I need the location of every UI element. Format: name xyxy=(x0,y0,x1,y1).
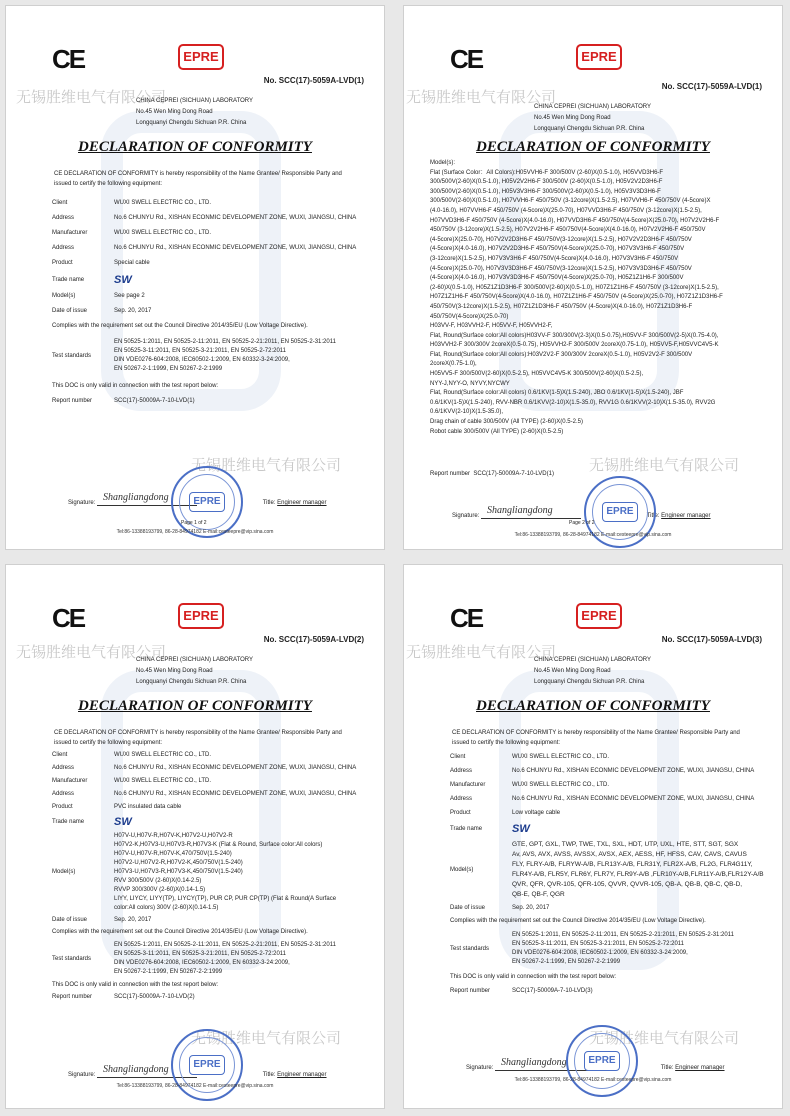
label-models: Model(s) xyxy=(450,866,474,873)
standard-line: EN 50267-2-1:1999, EN 50267-2-2:1999 xyxy=(114,366,223,372)
complies-text: Complies with the requirement set out the Council Directive 2014/35/EU (Low Voltage Directive). xyxy=(52,929,308,935)
value-product: PVC insulated data cable xyxy=(114,804,182,810)
label-manufacturer: Manufacturer xyxy=(450,782,486,788)
certificate-3 xyxy=(5,564,385,1109)
value-date: Sep. 20, 2017 xyxy=(512,905,550,911)
value-address: No.6 CHUNYU Rd., XISHAN ECONMIC DEVELOPMENT ZONE, WUXI, JIANGSU, CHINA xyxy=(114,245,357,251)
watermark-text: 无锡胜维电气有限公司 xyxy=(589,457,740,474)
watermark-text: 无锡胜维电气有限公司 xyxy=(191,1030,342,1047)
details-table xyxy=(52,199,372,406)
model-line: 450/750V(3-12core)X(1.5-2.5), H07Z1Z1D3H6-F 450/750V (4-5core)X(4.0-16.0), H07Z1Z1D3H6-F xyxy=(430,303,693,310)
title-label: Title: xyxy=(262,500,276,506)
lab-line: CHINA CEPREI (SICHUAN) LABORATORY xyxy=(534,657,652,663)
model-line: H05VV5-F 300/500V(2-60)X(0.5-2.5), H05VVC4V5-K 300/500V(2-60)X(0.5-2.5), xyxy=(430,371,644,378)
epre-logo: EPRE xyxy=(178,603,224,629)
value-client: WUXI SWELL ELECTRIC CO., LTD. xyxy=(114,200,212,206)
label-client: Client xyxy=(52,752,68,758)
ce-mark: CE xyxy=(450,603,483,633)
label-report-number: Report number xyxy=(52,994,93,1000)
title-label: Title: xyxy=(646,513,660,519)
model-line: H07VVD3H6-F 450/750V (4-5core)X(4.0-16.0), H07VVD3H6-F 450/750V(4-5core)X(25.0-70), H07V2V2H6-F xyxy=(430,217,720,224)
page-title: DECLARATION OF CONFORMITY xyxy=(476,698,710,714)
label-report-number: Report number xyxy=(52,398,93,404)
title-value: Engineer manager xyxy=(675,1065,725,1071)
value-report-number: SCC(17)-50009A-7-10-LVD(1) xyxy=(473,471,554,477)
model-line: 0.6/1KVV(2-10)X(1.5-35.0), xyxy=(430,409,504,416)
model-line: H07V-U,H07V-R,H07V-K,470/750V(1.5-240) xyxy=(114,851,232,857)
model-line: Flat, Round(Surface color:All colors):H03V2V2-F 300/300V 2coreX(0.5-1.0), H05V2V2-F 300/500V xyxy=(430,351,693,358)
model-line: Drag chain of cable 300/500V (All TYPE) (2-60)X(0.5-2.5) xyxy=(430,419,583,426)
laboratory-address xyxy=(534,655,651,688)
page-title: DECLARATION OF CONFORMITY xyxy=(78,698,312,714)
standard-line: EN 50525-1:2011, EN 50525-2-11:2011, EN 50525-2-21:2011, EN 50525-2-31:2011 xyxy=(512,932,734,938)
label-address: Address xyxy=(450,768,473,774)
watermark-text: 无锡胜维电气有限公司 xyxy=(589,1030,740,1047)
lab-line: No.45 Wen Ming Dong Road xyxy=(534,668,611,674)
title-value: Engineer manager xyxy=(661,513,711,519)
model-line: H03VVH2-F 300/300V 2coreX(0.5-0.75), H05VVH2-F 300/500V 2coreX(0.75-1.0), H05VV5-F,H05VVC4V5-K xyxy=(430,342,719,349)
complies-text: Complies with the requirement set out the Council Directive 2014/35/EU (Low Voltage Directive). xyxy=(450,918,706,924)
label-address: Address xyxy=(52,765,75,771)
standard-line: EN 50525-3-11:2011, EN 50525-3-21:2011, EN 50525-2-72:2011 xyxy=(114,951,287,957)
model-line: 300/500V(2-60)X(0.5-1.0), H05V3V3H6-F 300/500V(2-60)X(0.5-1.0), H05V3V3D3H6-F xyxy=(430,188,661,195)
model-line: H03VV-F, H03VVH2-F, H05VV-F, H05VVH2-F, xyxy=(430,323,553,330)
label-address: Address xyxy=(52,245,75,251)
label-models: Model(s) xyxy=(52,869,76,875)
label-date: Date of issue xyxy=(52,308,88,314)
handwritten-signature: Shangliangdong xyxy=(501,1057,567,1068)
watermark-text: 无锡胜维电气有限公司 xyxy=(406,644,557,661)
standard-line: DIN VDE0276-604:2008, IEC60502-1:2009, EN 60332-3-24:2009, xyxy=(114,357,290,363)
standard-line: DIN VDE0276-604:2008, IEC60502-1:2009, EN 60332-3-24:2009, xyxy=(114,960,290,966)
official-stamp xyxy=(171,466,243,538)
page-title: DECLARATION OF CONFORMITY xyxy=(476,139,710,155)
title-label: Title: xyxy=(262,1072,276,1078)
value-test-standards xyxy=(114,338,372,374)
model-line: Robot cable 300/500V (All TYPE) (2-60)X(0.5-2.5) xyxy=(430,428,564,435)
ce-mark: CE xyxy=(52,603,85,633)
label-address: Address xyxy=(450,796,473,802)
model-line: RVV 300/500V (2-60)X(0.14-2.5) xyxy=(114,878,202,884)
certificate-number: No. SCC(17)-5059A-LVD(1) xyxy=(661,82,762,91)
value-manufacturer: WUXI SWELL ELECTRIC CO., LTD. xyxy=(114,230,212,236)
label-client: Client xyxy=(52,200,68,206)
label-test-standards: Test standards xyxy=(52,352,92,359)
stamp-text: EPRE xyxy=(602,502,638,522)
certificate-number: No. SCC(17)-5059A-LVD(3) xyxy=(661,635,762,644)
standard-line: EN 50267-2-1:1999, EN 50267-2-2:1999 xyxy=(512,959,621,965)
watermark-text: 无锡胜维电气有限公司 xyxy=(406,89,557,106)
lab-line: Longquanyi Chengdu Sichuan P.R. China xyxy=(136,120,247,126)
label-date: Date of issue xyxy=(52,917,88,923)
lab-line: No.45 Wen Ming Dong Road xyxy=(136,668,213,674)
model-line: 0.6/1KV(1-5)X(1.5-240), RVV-NBR 0.6/1KVV(2-10)X(1.5-35.0), RVV1G 0.6/1KVV(2-10)X(1.5-35.0), RVV2G xyxy=(430,399,716,406)
label-models: Model(s) xyxy=(52,293,76,299)
value-manufacturer: WUXI SWELL ELECTRIC CO., LTD. xyxy=(512,782,610,788)
model-line: (3-12core)X(1.5-2.5), H07V3V3H6-F 450/750V(4-5core)X(4.0-16.0), H07V3V3H6-F 450/750V xyxy=(430,255,679,262)
label-test-standards: Test standards xyxy=(52,955,92,962)
value-client: WUXI SWELL ELECTRIC CO., LTD. xyxy=(114,752,212,758)
stamp-text: EPRE xyxy=(189,492,225,512)
title-value: Engineer manager xyxy=(277,1072,327,1078)
model-line: H07Z1Z1H6-F 450/750V(4-5core)X(4.0-16.0), H07Z1Z1H6-F 450/750V (4-5core)X(25.0-70), H07Z1Z1D3H6-F xyxy=(430,294,723,301)
value-models xyxy=(512,840,770,900)
signature-block xyxy=(452,506,711,519)
valid-text: This DOC is only valid in connection with the test report below: xyxy=(52,383,219,389)
certificate-1 xyxy=(5,5,385,550)
epre-logo: EPRE xyxy=(178,44,224,70)
standard-line: EN 50267-2-1:1999, EN 50267-2-2:1999 xyxy=(114,969,223,975)
model-line: H07V2-K,H07V3-U,H07V3-R,H07V3-K (Flat & Round, Surface color:All colors) xyxy=(114,842,323,848)
laboratory-address xyxy=(136,96,253,129)
footer-contact: Tel:86-13388193799, 86-28-84974182 E-mail:cesteepre@vip.sina.com xyxy=(514,1077,672,1083)
model-line: Model(s): xyxy=(430,160,456,166)
epre-logo: EPRE xyxy=(576,44,622,70)
model-line: (2-60)X(0.5-1.0), H05Z1Z1D3H6-F 300/500V(2-60)X(0.5-1.0), H07Z1Z1H6-F 450/750V (3-12core)X(1.5-2.5), xyxy=(430,284,719,291)
value-address: No.6 CHUNYU Rd., XISHAN ECONMIC DEVELOPMENT ZONE, WUXI, JIANGSU, CHINA xyxy=(114,791,357,797)
lab-line: Longquanyi Chengdu Sichuan P.R. China xyxy=(534,126,645,132)
stamp-text: EPRE xyxy=(189,1055,225,1075)
stamp-text: EPRE xyxy=(584,1051,620,1071)
label-client: Client xyxy=(450,754,466,760)
valid-text: This DOC is only valid in connection with the test report below: xyxy=(450,974,617,980)
model-line: (4-5core)X(4.0-16.0), H07V3V3D3H6-F 450/750V(4-5core)X(25.0-70), H05Z1Z1H6-F 300/500V xyxy=(430,275,684,282)
model-line: (4.0-16.0), H07VVH6-F 450/750V (4-5core)X(25.0-70), H07VVD3H6-F 450/750V (3-12core)X(1.5-2.5), xyxy=(430,207,702,214)
model-line: RVVP 300/300V (2-60)X(0.14-1.5) xyxy=(114,887,206,893)
title-label: Title: xyxy=(660,1065,674,1071)
trade-logo: SW xyxy=(512,823,530,835)
lab-line: CHINA CEPREI (SICHUAN) LABORATORY xyxy=(136,657,254,663)
official-stamp xyxy=(566,1025,638,1097)
model-line: 2coreX(0.75-1.0), xyxy=(430,361,477,368)
footer-contact: Tel:86-13388193799, 86-28-84974182 E-mail:cesteepre@vip.sina.com xyxy=(116,1083,274,1089)
intro-text: CE DECLARATION OF CONFORMITY is hereby responsibility of the Name Grantee/ Responsible Party and issued to certify the following equipment: xyxy=(54,171,342,187)
intro-text: CE DECLARATION OF CONFORMITY is hereby responsibility of the Name Grantee/ Responsible Party and issued to certify the following equipment: xyxy=(452,730,740,746)
model-line: 450/750V (3-12core)X(1.5-2.5), H07V2V2H6-F 450/750V(4-5core)X(4.0-16.0), H07V2V2H6-F 450/750V xyxy=(430,227,706,234)
model-line: FLR4Y-A/B, FLR5Y, FLR6Y, FLR7Y, FLR9Y-A/B ,FLR10Y-A/B,FLR11Y-A/B,FLR12Y-A/B xyxy=(512,871,764,878)
value-models xyxy=(114,832,372,913)
complies-text: Complies with the requirement set out the Council Directive 2014/35/EU (Low Voltage Directive). xyxy=(52,323,308,329)
label-trade-name: Trade name xyxy=(52,818,85,825)
model-line: GTE, GPT, GXL, TWP, TWE, TXL, SXL, HDT, UTP, UXL, HTE, STT, SGT, SGX xyxy=(512,841,739,848)
label-product: Product xyxy=(52,804,73,810)
footer-contact: Tel:86-13388193799, 86-28-84974182 E-mail:cesteepre@vip.sina.com xyxy=(116,529,274,535)
value-models: See page 2 xyxy=(114,293,145,299)
lab-line: CHINA CEPREI (SICHUAN) LABORATORY xyxy=(534,104,652,110)
laboratory-address xyxy=(534,102,651,135)
certificate-number: No. SCC(17)-5059A-LVD(2) xyxy=(263,635,364,644)
laboratory-address xyxy=(136,655,253,688)
model-line: 450/750V(4-5core)X(25.0-70) xyxy=(430,313,509,320)
signature-label: Signature: xyxy=(68,1072,96,1078)
handwritten-signature: Shangliangdong xyxy=(103,492,169,503)
model-line: (4-5core)X(4.0-16.0), H07V2V2D3H6-F 450/750V(4-5core)X(25.0-70), H07V3V3H6-F 450/750V xyxy=(430,246,685,253)
value-address: No.6 CHUNYU Rd., XISHAN ECONMIC DEVELOPMENT ZONE, WUXI, JIANGSU, CHINA xyxy=(114,765,357,771)
value-date: Sep. 20, 2017 xyxy=(114,917,152,923)
epre-logo: EPRE xyxy=(576,603,622,629)
lab-line: Longquanyi Chengdu Sichuan P.R. China xyxy=(534,679,645,685)
ce-mark: CE xyxy=(52,44,85,74)
watermark-text: 无锡胜维电气有限公司 xyxy=(16,644,167,661)
intro-text: CE DECLARATION OF CONFORMITY is hereby responsibility of the Name Grantee/ Responsible Party and issued to certify the following equipment: xyxy=(54,730,342,746)
label-trade-name: Trade name xyxy=(450,825,483,832)
value-test-standards xyxy=(114,941,372,977)
certificate-4 xyxy=(403,564,783,1109)
report-number-line xyxy=(430,470,554,479)
model-line: H07V3-U,H07V3-R,H07V3-K,450/750V(1.5-240) xyxy=(114,869,243,875)
details-table xyxy=(52,751,372,1002)
label-address: Address xyxy=(52,215,75,221)
value-date: Sep. 20, 2017 xyxy=(114,308,152,314)
model-line: (4-5core)X(25.0-70), H07V3V3D3H6-F 450/750V(3-12core)X(1.5-2.5), H07V3V3D3H6-F 450/750V xyxy=(430,265,692,272)
signature-label: Signature: xyxy=(466,1065,494,1071)
value-test-standards xyxy=(512,931,770,967)
valid-text: This DOC is only valid in connection with the test report below: xyxy=(52,982,219,988)
model-list xyxy=(430,159,775,437)
model-line: Av, AVS, AVX, AVSS, AVSSX, AVSX, AEX, AESS, HF, HFSS, CAV, CAVS, CAVUS xyxy=(512,851,747,858)
value-manufacturer: WUXI SWELL ELECTRIC CO., LTD. xyxy=(114,778,212,784)
lab-line: Longquanyi Chengdu Sichuan P.R. China xyxy=(136,679,247,685)
details-table xyxy=(450,753,770,996)
value-report-number: SCC(17)-50009A-7-10-LVD(3) xyxy=(512,988,593,994)
model-line: color:All colors) 300V (2-60)X(0.14-1.5) xyxy=(114,905,219,911)
label-product: Product xyxy=(52,260,73,266)
label-manufacturer: Manufacturer xyxy=(52,230,88,236)
lab-line: No.45 Wen Ming Dong Road xyxy=(136,109,213,115)
model-line: (4-5core)X(25.0-70), H07V2V2D3H6-F 450/750V(3-12core)X(1.5-2.5), H07V2V2D3H6-F 450/750V xyxy=(430,236,692,243)
label-report-number: Report number xyxy=(450,988,491,994)
signature-label: Signature: xyxy=(452,513,480,519)
page-number: Page 1 of 2 xyxy=(181,520,207,526)
standard-line: EN 50525-1:2011, EN 50525-2-11:2011, EN 50525-2-21:2011, EN 50525-2-31:2011 xyxy=(114,339,336,345)
trade-logo: SW xyxy=(114,274,132,286)
model-line: Flat, Round(Surface color:All colors)H03VV-F 300/300V(2-3)X(0.5-0.75),H05VV-F 300/500V(2-5)X(0.75-4.0), xyxy=(430,332,719,339)
value-product: Low voltage cable xyxy=(512,810,561,816)
model-line: 300/500V(2-60)X(0.5-1.0), H05V2V2H6-F 300/500V (2-60)X(0.5-1.0), H05V2V2D3H6-F xyxy=(430,179,663,186)
certificate-2 xyxy=(403,5,783,550)
model-line: H07V2-U,H07V2-R,H07V2-K,450/750V(1.5-240) xyxy=(114,860,243,866)
lab-line: CHINA CEPREI (SICHUAN) LABORATORY xyxy=(136,98,254,104)
model-line: FLY, FLRY-A/B, FLRYW-A/B, FLR13Y-A/B, FLR31Y, FLR2X-A/B, FL2G, FLR4G11Y, xyxy=(512,861,753,868)
certificate-number: No. SCC(17)-5059A-LVD(1) xyxy=(263,76,364,85)
label-product: Product xyxy=(450,810,471,816)
model-line: QVR, QFR, QVR-105, QFR-105, QVVR, QVVR-105, QB-A, QB-B, QB-C, QB-D, xyxy=(512,881,743,888)
page-number: Page 2 of 2 xyxy=(569,520,595,526)
value-report-number: SCC(17)-50009A-7-10-LVD(1) xyxy=(114,398,195,404)
value-product: Special cable xyxy=(114,260,150,266)
signature-line xyxy=(481,506,581,519)
value-report-number: SCC(17)-50009A-7-10-LVD(2) xyxy=(114,994,195,1000)
standard-line: EN 50525-3-11:2011, EN 50525-3-21:2011, EN 50525-2-72:2011 xyxy=(114,348,287,354)
model-line: H07V-U,H07V-R,H07V-K,H07V2-U,H07V2-R xyxy=(114,833,233,839)
footer-contact: Tel:86-13388193799, 86-28-84974182 E-mail:cesteepre@vip.sina.com xyxy=(514,532,672,538)
label-report-number: Report number xyxy=(430,471,471,477)
page-title: DECLARATION OF CONFORMITY xyxy=(78,139,312,155)
model-line: NYY-J,NYY-O, NYVY,NYCWY xyxy=(430,380,510,387)
label-date: Date of issue xyxy=(450,905,486,911)
signature-label: Signature: xyxy=(68,500,96,506)
title-value: Engineer manager xyxy=(277,500,327,506)
label-test-standards: Test standards xyxy=(450,945,490,952)
handwritten-signature: Shangliangdong xyxy=(487,505,553,516)
model-line: 300/500V(2-60)X(0.5-1.0), H07VVH6-F 450/750V (3-12core)X(1.5-2.5), H07VVH6-F 450/750V (4-5core)X xyxy=(430,198,711,205)
trade-logo: SW xyxy=(114,816,132,828)
standard-line: EN 50525-1:2011, EN 50525-2-11:2011, EN 50525-2-21:2011, EN 50525-2-31:2011 xyxy=(114,942,336,948)
lab-line: No.45 Wen Ming Dong Road xyxy=(534,115,611,121)
standard-line: EN 50525-3-11:2011, EN 50525-3-21:2011, EN 50525-2-72:2011 xyxy=(512,941,685,947)
value-client: WUXI SWELL ELECTRIC CO., LTD. xyxy=(512,754,610,760)
value-address: No.6 CHUNYU Rd., XISHAN ECONMIC DEVELOPMENT ZONE, WUXI, JIANGSU, CHINA xyxy=(114,215,357,221)
value-address: No.6 CHUNYU Rd., XISHAN ECONMIC DEVELOPMENT ZONE, WUXI, JIANGSU, CHINA xyxy=(512,796,755,802)
label-address: Address xyxy=(52,791,75,797)
model-line: LIYY, LIYCY, LIYY(TP), LIYCY(TP), PUR CP, PUR CP(TP) (Flat & Round(A Surface xyxy=(114,896,337,902)
watermark-text: 无锡胜维电气有限公司 xyxy=(16,89,167,106)
standard-line: DIN VDE0276-604:2008, IEC60502-1:2009, EN 60332-3-24:2009, xyxy=(512,950,688,956)
value-address: No.6 CHUNYU Rd., XISHAN ECONMIC DEVELOPMENT ZONE, WUXI, JIANGSU, CHINA xyxy=(512,768,755,774)
official-stamp xyxy=(171,1029,243,1101)
model-line: Flat, Round(Surface color:All colors) 0.6/1KV(1-5)X(1.5-240), JBO 0.6/1KV(1-5)X(1.5-240), JBF xyxy=(430,390,684,397)
label-trade-name: Trade name xyxy=(52,276,85,283)
model-line: Flat (Surface Color：All Colors):H05VVH6-F 300/500V (2-60)X(0.5-1.0), H05VVD3H6-F xyxy=(430,169,664,176)
model-line: QB-E, QB-F, QGR xyxy=(512,891,565,898)
handwritten-signature: Shangliangdong xyxy=(103,1064,169,1075)
label-manufacturer: Manufacturer xyxy=(52,778,88,784)
ce-mark: CE xyxy=(450,44,483,74)
watermark-text: 无锡胜维电气有限公司 xyxy=(191,457,342,474)
